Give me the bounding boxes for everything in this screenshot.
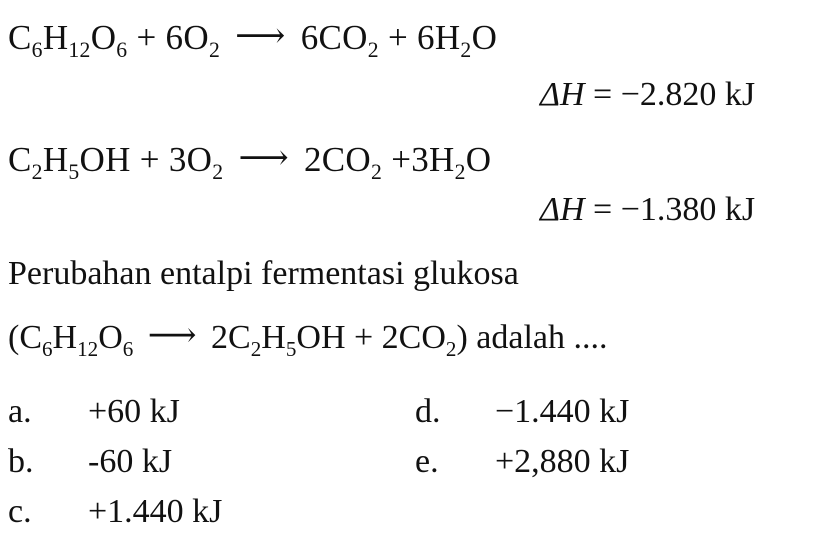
option-value: +2,880 kJ <box>495 443 630 480</box>
option-value: +1.440 kJ <box>88 493 223 530</box>
delta-h-symbol: ΔH <box>540 76 585 113</box>
equation-1-enthalpy <box>540 76 755 114</box>
option-letter: d. <box>415 393 441 430</box>
reaction-arrow: ⟶ <box>235 16 286 55</box>
option-letter: b. <box>8 443 34 480</box>
delta-h-value: = −1.380 kJ <box>593 191 756 228</box>
option-e[interactable] <box>415 443 629 481</box>
option-c[interactable] <box>8 493 222 531</box>
option-d[interactable] <box>415 393 629 431</box>
option-value: +60 kJ <box>88 393 180 430</box>
option-letter: a. <box>8 393 32 430</box>
equation-1-lhs: $C_6H_{12}O_6 + 6O_2$ <box>8 18 221 63</box>
equation-1-rhs: $6CO_2 + 6H_2O$ <box>300 18 498 63</box>
option-a[interactable] <box>8 393 180 431</box>
delta-h-symbol: ΔH <box>540 191 585 228</box>
reaction-arrow: ⟶ <box>238 138 289 177</box>
question-line-1: Perubahan entalpi fermentasi glukosa <box>8 255 519 292</box>
option-b[interactable] <box>8 443 172 481</box>
option-letter: c. <box>8 493 32 530</box>
option-value: −1.440 kJ <box>495 393 630 430</box>
question-line-2: ($C_6H_{12}O_6$ ⟶ $2C_2H_5OH + 2CO_2$) adalah .... <box>8 317 608 361</box>
equation-1 <box>8 16 498 63</box>
option-letter: e. <box>415 443 439 480</box>
delta-h-value: = −2.820 kJ <box>593 76 756 113</box>
equation-2-lhs: $C_2H_5OH + 3O_2$ <box>8 140 224 185</box>
equation-2-rhs: $2CO_2 +3H_2O$ <box>303 140 492 185</box>
option-value: -60 kJ <box>88 443 173 480</box>
equation-2 <box>8 138 492 185</box>
equation-2-enthalpy <box>540 191 755 229</box>
